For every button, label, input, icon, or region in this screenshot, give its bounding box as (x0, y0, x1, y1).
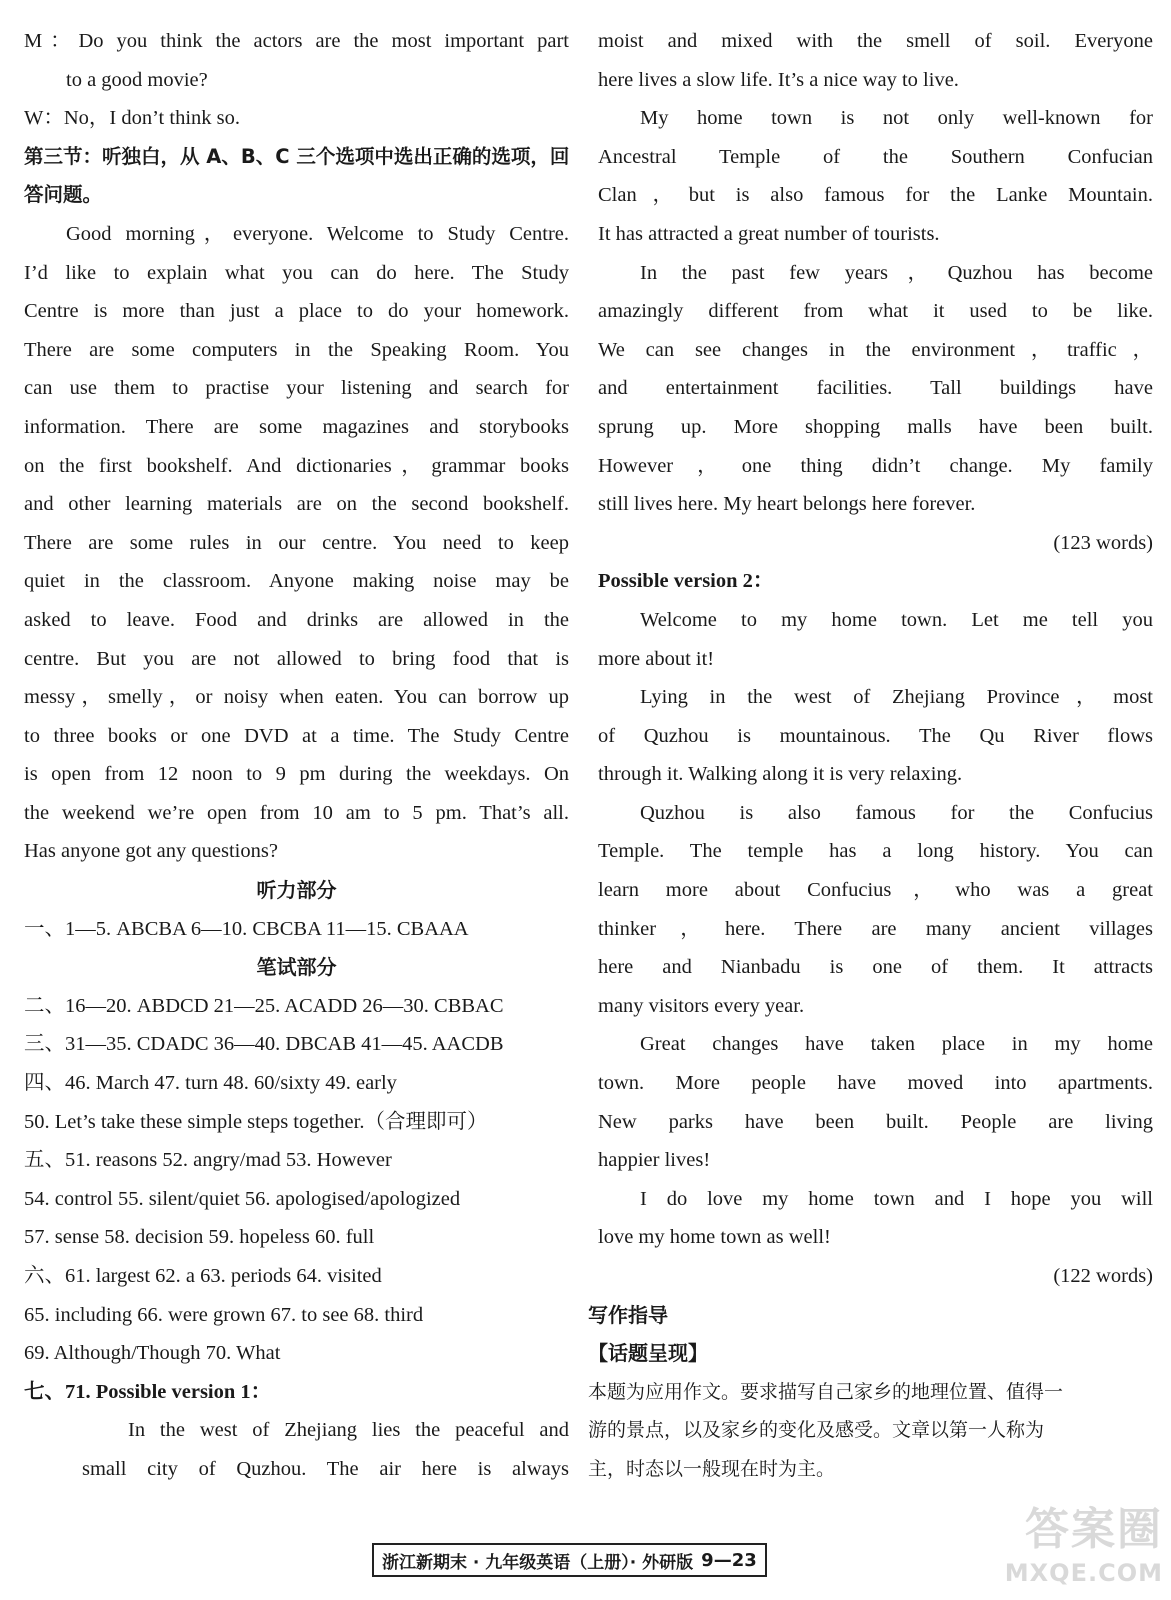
text-line: 主，时态以一般现在时为主。 (588, 1457, 836, 1480)
text-line: 本题为应用作文。要求描写自己家乡的地理位置、值得一 (588, 1380, 1064, 1403)
text-line: learn more about Confucius，who was a great (598, 879, 1153, 902)
text-line: New parks have been built. People are living (598, 1110, 1153, 1133)
text-line: to three books or one DVD at a time. The Study Centre (24, 724, 569, 747)
text-line: 一、1—5. ABCBA 6—10. CBCBA 11—15. CBAAA (24, 917, 469, 940)
text-line: here and Nianbadu is one of them. It attracts (598, 956, 1153, 979)
text-line: Great changes have taken place in my home (640, 1033, 1153, 1056)
text-line: (122 words) (1053, 1265, 1153, 1287)
watermark-logo (933, 1502, 1163, 1592)
text-line: small city of Quzhou. The air here is always (82, 1457, 569, 1480)
text-line: W：No，I don’t think so. (24, 107, 241, 130)
text-line: Ancestral Temple of the Southern Confucian (598, 145, 1153, 168)
text-line: In the past few years，Quzhou has become (640, 261, 1153, 284)
text-line: I do love my home town and I hope you will (640, 1187, 1153, 1210)
text-line: 54. control 55. silent/quiet 56. apologised/apologized (24, 1187, 461, 1210)
text-line: thinker，here. There are many ancient villages (598, 917, 1153, 940)
text-line: There are some rules in our centre. You need to keep (24, 531, 569, 554)
text-line: the weekend we’re open from 10 am to 5 pm. That’s all. (24, 801, 569, 824)
text-line: Centre is more than just a place to do your homework. (24, 300, 569, 323)
text-line: 五、51. reasons 52. angry/mad 53. However (24, 1149, 392, 1172)
text-line: 游的景点，以及家乡的变化及感受。文章以第一人称为 (588, 1419, 1045, 1442)
text-line: can use them to practise your listening and search for (24, 377, 569, 400)
text-line: moist and mixed with the smell of soil. Everyone (598, 30, 1153, 52)
text-line: 第三节：听独白，从 A、B、C 三个选项中选出正确的选项，回 (24, 144, 570, 168)
right-column (588, 22, 1153, 1489)
text-line: We can see changes in the environment，traffic， (598, 338, 1153, 361)
text-line: 答问题。 (24, 183, 103, 207)
text-line: 六、61. largest 62. a 63. periods 64. visited (24, 1265, 382, 1287)
text-line: here lives a slow life. It’s a nice way to live. (598, 68, 959, 91)
text-line: 【话题呈现】 (588, 1341, 708, 1366)
text-line: There are some computers in the Speaking Room. You (24, 338, 569, 361)
watermark-url: MXQE.COM (1004, 1559, 1163, 1587)
text-line: Clan，but is also famous for the Lanke Mountain. (598, 184, 1153, 207)
page-number: 9—23 (701, 1549, 757, 1571)
text-line: 57. sense 58. decision 59. hopeless 60. full (24, 1226, 375, 1249)
text-line: 50. Let’s take these simple steps together.（合理即可） (24, 1110, 488, 1133)
text-line: Welcome to my home town. Let me tell you (640, 608, 1153, 631)
text-line: M：Do you think the actors are the most important part (24, 30, 569, 52)
text-line: more about it! (598, 647, 715, 670)
text-line: Has anyone got any questions? (24, 840, 278, 863)
text-line: asked to leave. Food and drinks are allowed in the (24, 608, 569, 631)
text-line: quiet in the classroom. Anyone making noise may be (24, 570, 569, 593)
text-line: of Quzhou is mountainous. The Qu River flows (598, 724, 1153, 747)
text-line: is open from 12 noon to 9 pm during the weekdays. On (24, 763, 569, 786)
text-line: Quzhou is also famous for the Confucius (640, 801, 1153, 824)
text-line: 69. Although/Though 70. What (24, 1342, 281, 1365)
text-line: 写作指导 (588, 1302, 668, 1327)
text-line: Possible version 2： (598, 570, 774, 593)
text-line: and other learning materials are on the second bookshelf. (24, 493, 569, 516)
text-line: 三、31—35. CDADC 36—40. DBCAB 41—45. AACDB (24, 1033, 504, 1056)
page-footer (372, 1543, 767, 1577)
text-line: sprung up. More shopping malls have been built. (598, 415, 1153, 438)
text-line: centre. But you are not allowed to bring food that is (24, 647, 569, 670)
text-line: messy，smelly，or noisy when eaten. You can borrow up (24, 686, 569, 709)
text-line: In the west of Zhejiang lies the peaceful and (128, 1419, 569, 1442)
text-line: However，one thing didn’t change. My family (598, 454, 1153, 477)
footer-title: 浙江新期末 · 九年级英语（上册）· 外研版 (382, 1552, 694, 1573)
text-line: love my home town as well! (598, 1226, 831, 1249)
text-line: (123 words) (1053, 531, 1153, 554)
text-line: town. More people have moved into apartments. (598, 1072, 1153, 1095)
text-line: happier lives! (598, 1149, 711, 1172)
left-column (24, 22, 569, 1489)
text-line: 二、16—20. ABDCD 21—25. ACADD 26—30. CBBAC (24, 994, 504, 1017)
text-line: amazingly different from what it used to be like. (598, 300, 1153, 323)
text-line: to a good movie? (66, 68, 208, 91)
text-line: information. There are some magazines and storybooks (24, 415, 569, 438)
text-line: Temple. The temple has a long history. You can (598, 840, 1153, 863)
text-line: 听力部分 (256, 878, 337, 903)
text-line: 笔试部分 (256, 955, 337, 980)
text-line: My home town is not only well-known for (640, 107, 1153, 130)
text-line: 65. including 66. were grown 67. to see 68. third (24, 1303, 424, 1326)
text-line: many visitors every year. (598, 994, 805, 1017)
text-line: through it. Walking along it is very relaxing. (598, 763, 963, 786)
text-line: 七、71. Possible version 1： (24, 1380, 272, 1403)
text-line: Good morning，everyone. Welcome to Study Centre. (66, 222, 569, 245)
text-line: and entertainment facilities. Tall buildings have (598, 377, 1153, 400)
text-line: still lives here. My heart belongs here forever. (598, 493, 976, 516)
text-line: on the first bookshelf. And dictionaries，grammar books (24, 454, 569, 477)
text-line: 四、46. March 47. turn 48. 60/sixty 49. early (24, 1072, 397, 1095)
watermark-text: 答案圈 (1025, 1504, 1163, 1555)
text-line: It has attracted a great number of tourists. (598, 222, 940, 245)
text-line: I’d like to explain what you can do here. The Study (24, 261, 569, 284)
text-line: Lying in the west of Zhejiang Province，most (640, 686, 1153, 709)
